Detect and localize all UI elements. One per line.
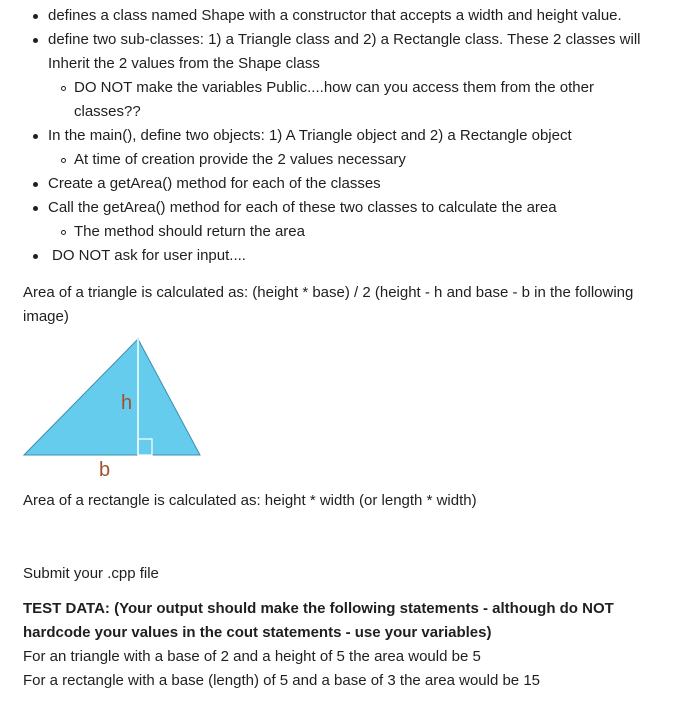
rectangle-area-text: Area of a rectangle is calculated as: height * width (or length * width) (23, 492, 477, 509)
test-example-triangle: For an triangle with a base of 2 and a height of 5 the area would be 5 (23, 648, 481, 665)
bullet-dot (33, 134, 38, 139)
requirement-item: Create a getArea() method for each of the classes (48, 175, 381, 192)
requirement-item: Call the getArea() method for each of these two classes to calculate the area (48, 199, 557, 216)
submit-instruction: Submit your .cpp file (23, 565, 159, 582)
triangle-area-text-continuation: image) (23, 308, 69, 325)
sub-bullet-ring (61, 230, 66, 235)
requirement-item: defines a class named Shape with a constructor that accepts a width and height value. (48, 7, 622, 24)
test-example-rectangle: For a rectangle with a base (length) of 5 and a base of 3 the area would be 15 (23, 672, 541, 689)
requirement-item: define two sub-classes: 1) a Triangle class and 2) a Rectangle class. These 2 classes will (48, 31, 641, 48)
bullet-dot (33, 206, 38, 211)
triangle-diagram (20, 335, 220, 485)
triangle-shape (24, 339, 200, 455)
bullet-dot (33, 254, 38, 259)
requirement-item-continuation: Inherit the 2 values from the Shape class (48, 55, 320, 72)
requirement-item: In the main(), define two objects: 1) A Triangle object and 2) a Rectangle object (48, 127, 572, 144)
sub-bullet-ring (61, 158, 66, 163)
sub-bullet-ring (61, 86, 66, 91)
triangle-area-text: Area of a triangle is calculated as: (height * base) / 2 (height - h and base - b in the following (23, 284, 634, 301)
bullet-dot (33, 38, 38, 43)
requirement-subitem-continuation: classes?? (74, 103, 141, 120)
requirement-subitem: DO NOT make the variables Public....how can you access them from the other (74, 79, 594, 96)
requirement-item: DO NOT ask for user input.... (52, 247, 246, 264)
bullet-dot (33, 14, 38, 19)
base-label: b (99, 459, 111, 481)
test-data-heading-continuation: hardcode your values in the cout statements - use your variables) (23, 624, 492, 641)
requirement-subitem: The method should return the area (74, 223, 305, 240)
height-label: h (121, 392, 133, 414)
bullet-dot (33, 182, 38, 187)
requirement-subitem: At time of creation provide the 2 values necessary (74, 151, 406, 168)
test-data-heading: TEST DATA: (Your output should make the following statements - although do NOT (23, 600, 614, 617)
